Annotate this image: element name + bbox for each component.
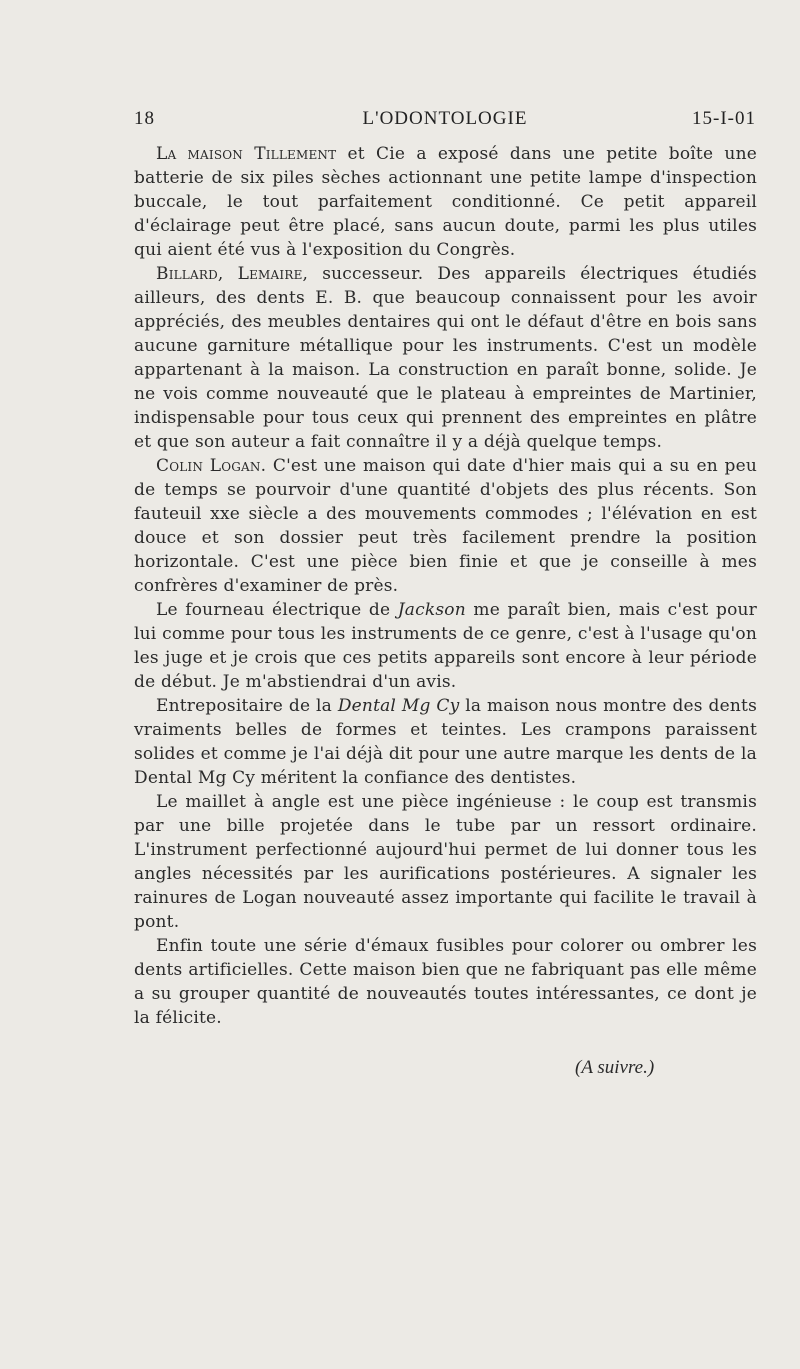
paragraph-billard: Billard, Lemaire, successeur. Des appareils électriques étudiés ailleurs, des dents E. B. que beaucoup connaissent pour les avoir appréciés, des meubles dentaires qui ont le défaut d'être en bois sans aucune garniture métallique pour les instruments. C'est un modèle appartenant à la maison. La construction en paraît bonne, solide. Je ne vois comme nouveauté que le plateau à empreintes de Martinier, indispensable pour tous ceux qui prennent des empreintes en plâtre et que son auteur a fait connaître il y a déjà quelque temps. (134, 264, 757, 452)
paragraph-dental: Entrepositaire de la Dental Mg Cy la maison nous montre des dents vraiments belles de formes et teintes. Les crampons paraissent solides et comme je l'ai déjà dit pour une autre marque les dents de la Dental Mg Cy méritent la confiance des dentistes. (134, 696, 757, 788)
firm-name: Colin Logan. (156, 456, 267, 476)
paragraph-colin-logan: Colin Logan. C'est une maison qui date d'hier mais qui a su en peu de temps se pourvoir d'une quantité d'objets des plus récents. Son fauteuil xxe siècle a des mouvements commodes ; l'élévation en est douce et son dossier peut très facilement prendre la position horizontale. C'est une pièce bien finie et que je conseille à mes confrères d'examiner de près. (134, 456, 757, 596)
article-body (134, 142, 757, 1030)
paragraph-fourneau: Le fourneau électrique de Jackson me paraît bien, mais c'est pour lui comme pour tous les instruments de ce genre, c'est à l'usage qu'on les juge et je crois que ces petits appareils sont encore à leur période de début. Je m'abstiendrai d'un avis. (134, 600, 757, 692)
italic-name: Dental Mg Cy (337, 696, 460, 716)
running-title: L'ODONTOLOGIE (362, 108, 528, 129)
italic-name: Jackson (397, 600, 466, 620)
paragraph-emaux: Enfin toute une série d'émaux fusibles pour colorer ou ombrer les dents artificielles. Cette maison bien que ne fabriquant pas elle même a su grouper quantité de nouveautés toutes intéressantes, ce dont je la félicite. (134, 936, 757, 1028)
firm-name: Billard, Lemaire, (156, 264, 309, 284)
paragraph-tillement: La maison Tillement et Cie a exposé dans une petite boîte une batterie de six piles sèches actionnant une petite lampe d'inspection buccale, le tout parfaitement conditionné. Ce petit appareil d'éclairage peut être placé, sans aucun doute, parmi les plus utiles qui aient été vus à l'exposition du Congrès. (134, 144, 757, 260)
issue-date: 15-I-01 (692, 108, 756, 129)
firm-name: La maison Tillement (156, 144, 337, 164)
page-number: 18 (134, 108, 155, 129)
to-be-continued: (A suivre.) (575, 1057, 655, 1078)
paragraph-maillet: Le maillet à angle est une pièce ingénieuse : le coup est transmis par une bille projetée dans le tube par un ressort ordinaire. L'instrument perfectionné aujourd'hui permet de lui donner tous les angles nécessités par les aurifications postérieures. A signaler les rainures de Logan nouveauté assez importante qui facilite le travail à pont. (134, 792, 757, 932)
